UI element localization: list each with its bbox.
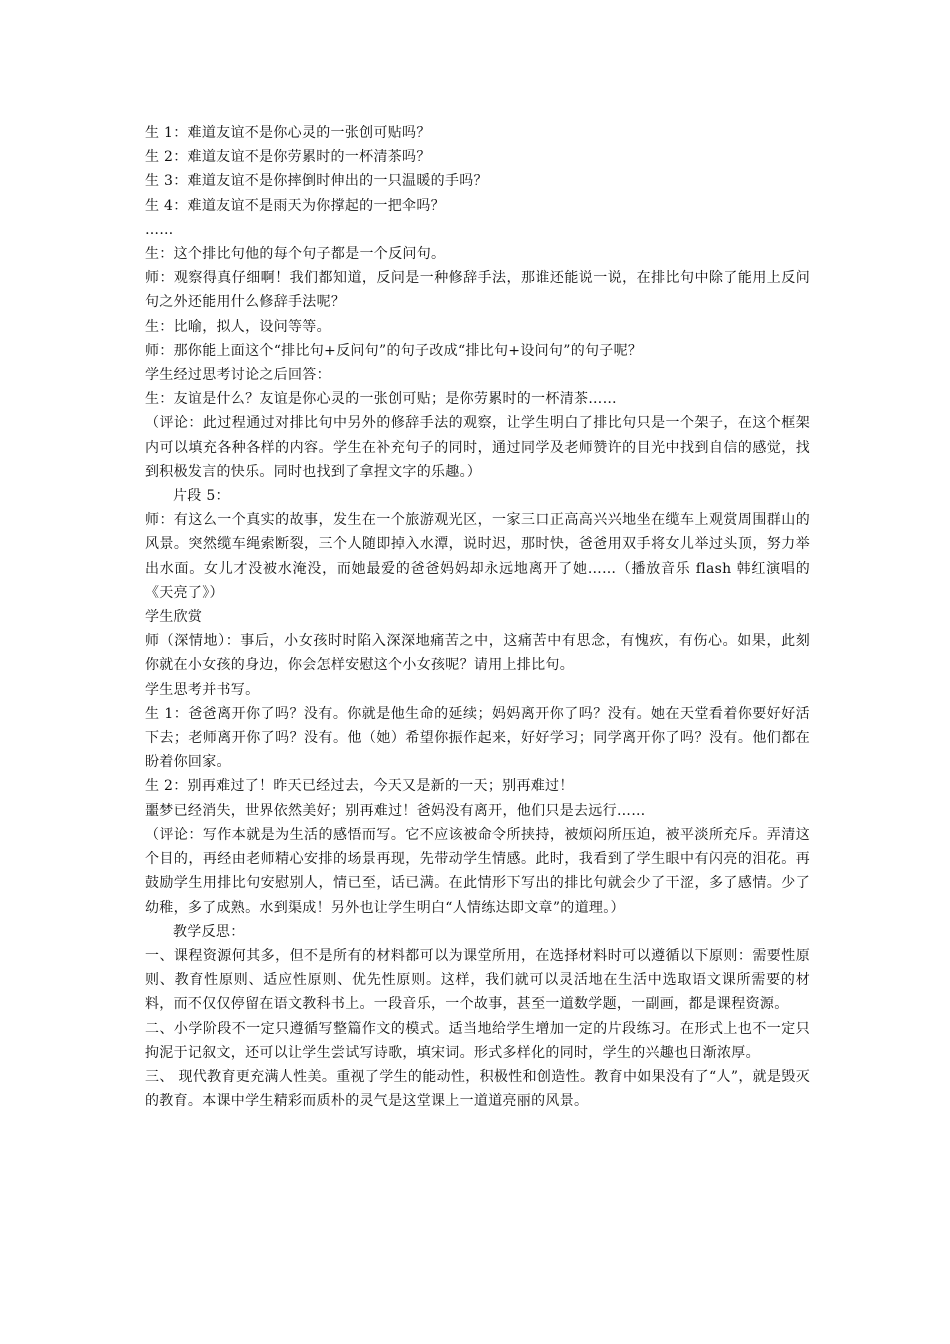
paragraph-student-4: 生 4：难道友谊不是雨天为你撑起的一把伞吗？ (145, 197, 445, 214)
paragraph-reflection-3: 三、 现代教育更充满人性美。重视了学生的能动性，积极性和创造性。教育中如果没有了“人”，就是毁灭的教育。本课中学生精彩而质朴的灵气是这堂课上一道道亮丽的风景。 (145, 1068, 810, 1110)
document-body (145, 121, 810, 1113)
paragraph-teacher-emotional: 师（深情地）：事后，小女孩时时陷入深深地痛苦之中，这痛苦中有思念，有愧疚，有伤心。如果，此刻你就在小女孩的身边，你会怎样安慰这个小女孩呢？请用上排比句。 (145, 633, 810, 674)
paragraph-student-observation: 生：这个排比句他的每个句子都是一个反问句。 (145, 246, 446, 263)
paragraph-student-answer: 生：比喻，拟人，设问等等。 (145, 318, 331, 335)
paragraph-discussion: 学生经过思考讨论之后回答： (145, 367, 331, 384)
paragraph-student-appreciation: 学生欣赏 (145, 609, 203, 626)
paragraph-reflection-2: 二、小学阶段不一定只遵循写整篇作文的模式。适当地给学生增加一定的片段练习。在形式上也不一定只拘泥于记叙文，还可以让学生尝试写诗歌，填宋词。形式多样化的同时，学生的兴趣也日渐浓厚。 (145, 1020, 810, 1061)
paragraph-student-1-comfort: 生 1：爸爸离开你了吗？没有。你就是他生命的延续；妈妈离开你了吗？没有。她在天堂看着你要好好活下去；老师离开你了吗？没有。他（她）希望你振作起来，好好学习；同学离开你了吗？没有。他们都在盼着你回家。 (145, 705, 810, 771)
paragraph-student-2: 生 2：难道友谊不是你劳累时的一杯清茶吗？ (145, 149, 431, 166)
paragraph-teacher-question: 师：观察得真仔细啊！我们都知道，反问是一种修辞手法，那谁还能说一说，在排比句中除了能用上反问句之外还能用什么修辞手法呢？ (145, 270, 810, 311)
paragraph-student-2-continued: 噩梦已经消失，世界依然美好；别再难过！爸妈没有离开，他们只是去远行…… (145, 802, 646, 819)
paragraph-comment-2: （评论：写作本就是为生活的感悟而写。它不应该被命令所挟持，被烦闷所压迫，被平淡所充斥。弄清这个目的，再经由老师精心安排的场景再现，先带动学生情感。此时，我看到了学生眼中有闪亮的泪花。再鼓励学生用排比句安慰别人，情已至，话已满。在此情形下写出的排比句就会少了干涩，多了感情。少了幼稚，多了成熟。水到渠成！另外也让学生明白“人情练达即文章”的道理。） (145, 826, 810, 916)
paragraph-student-1: 生 1：难道友谊不是你心灵的一张创可贴吗？ (145, 125, 431, 141)
section-heading-reflection: 教学反思： (173, 923, 245, 940)
paragraph-comment-1: （评论：此过程通过对排比句中另外的修辞手法的观察，让学生明白了排比句只是一个架子，在这个框架内可以填充各种各样的内容。学生在补充句子的同时，通过同学及老师赞许的目光中找到自信的感觉，找到积极发言的快乐。同时也找到了拿捏文字的乐趣。） (145, 415, 810, 480)
paragraph-student-2-comfort: 生 2：别再难过了！昨天已经过去，今天又是新的一天；别再难过！ (145, 778, 574, 795)
paragraph-student-rewrite: 生：友谊是什么？友谊是你心灵的一张创可贴；是你劳累时的一杯清茶…… (145, 391, 617, 408)
section-heading-fragment-5: 片段 5： (173, 488, 230, 505)
paragraph-teacher-prompt: 师：那你能上面这个“排比句+反问句”的句子改成“排比句+设问句”的句子呢？ (145, 342, 643, 359)
paragraph-ellipsis: …… (145, 221, 174, 238)
paragraph-student-writing: 学生思考并书写。 (145, 681, 260, 698)
paragraph-teacher-story: 师：有这么一个真实的故事，发生在一个旅游观光区，一家三口正高高兴兴地坐在缆车上观赏周围群山的风景。突然缆车绳索断裂，三个人随即掉入水潭，说时迟，那时快，爸爸用双手将女儿举过头顶，努力举出水面。女儿才没被水淹没，而她最爱的爸爸妈妈却永远地离开了她……（播放音乐 flash 韩红演唱的《天亮了》） (145, 512, 810, 601)
paragraph-student-3: 生 3：难道友谊不是你摔倒时伸出的一只温暖的手吗？ (145, 173, 488, 190)
paragraph-reflection-1: 一、课程资源何其多，但不是所有的材料都可以为课堂所用，在选择材料时可以遵循以下原则：需要性原则、教育性原则、适应性原则、优先性原则。这样，我们就可以灵活地在生活中选取语文课所需要的材料，而不仅仅停留在语文教科书上。一段音乐，一个故事，甚至一道数学题，一副画，都是课程资源。 (145, 947, 810, 1013)
